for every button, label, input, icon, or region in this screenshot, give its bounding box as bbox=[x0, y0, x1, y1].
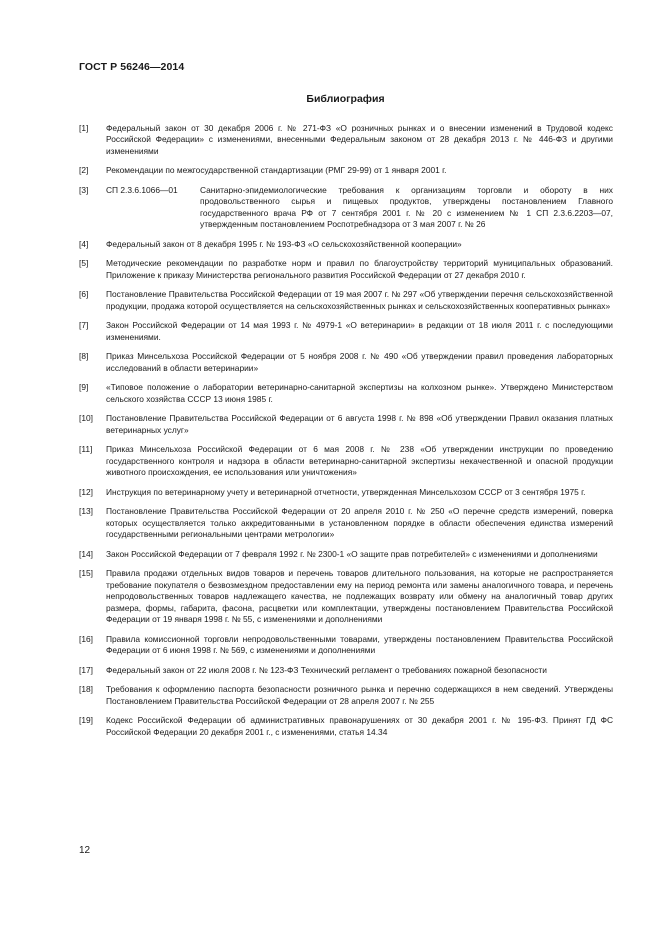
entry-text: Методические рекомендации по разработке норм и правил по благоустройству территорий муниципальных образований. Приложение к приказу Министерства регионального развития Российской Федерации от 27 декабря 2010 г. bbox=[106, 258, 613, 280]
bibliography-entry bbox=[79, 487, 613, 498]
entry-number: [9] bbox=[79, 382, 89, 393]
entry-code: СП 2.3.6.1066—01 bbox=[106, 185, 178, 195]
bibliography-entry bbox=[79, 239, 613, 250]
entry-text: Федеральный закон от 22 июля 2008 г. № 123-ФЗ Технический регламент о требованиях пожарной безопасности bbox=[106, 664, 547, 675]
entry-text: Рекомендации по межгосударственной стандартизации (РМГ 29-99) от 1 января 2001 г. bbox=[106, 165, 447, 176]
bibliography-list bbox=[79, 123, 613, 746]
entry-number: [14] bbox=[79, 548, 93, 559]
bibliography-entry bbox=[79, 568, 613, 625]
bibliography-entry bbox=[79, 289, 613, 312]
entry-number: [15] bbox=[79, 568, 93, 579]
entry-text: Санитарно-эпидемиологические требования к организациям торговли и обороту в них продовольственного сырья и пищевых продуктов, утверждены постановлением Главного государственного врача РФ от 7 сентября 2001 г. № 20 с изменением № 1 СП 2.3.6.2203—07, утвержденным постановлением Роспотребнадзора от 3 мая 2007 г. № 26 bbox=[200, 185, 613, 230]
entry-number: [12] bbox=[79, 486, 93, 497]
entry-number: [6] bbox=[79, 289, 89, 300]
document-header: ГОСТ Р 56246—2014 bbox=[79, 61, 185, 73]
entry-text: Приказ Минсельхоза Российской Федерации от 5 ноября 2008 г. № 490 «Об утверждении правил проведения лабораторных исследований в области ветеринарии» bbox=[106, 351, 613, 373]
entry-number: [13] bbox=[79, 506, 93, 517]
bibliography-entry bbox=[79, 320, 613, 343]
entry-number: [11] bbox=[79, 444, 93, 455]
bibliography-entry bbox=[79, 634, 613, 657]
entry-text: Постановление Правительства Российской Федерации от 6 августа 1998 г. № 898 «Об утверждении Правил оказания платных ветеринарных услуг» bbox=[106, 413, 613, 435]
entry-text: Требования к оформлению паспорта безопасности розничного рынка и перечню содержащихся в нем сведений. Утверждены Постановлением Правительства Российской Федерации от 28 апреля 2007 г. № 255 bbox=[106, 684, 613, 706]
entry-text: Правила продажи отдельных видов товаров и перечень товаров длительного пользования, на которые не распространяется требование покупателя о безвозмездном предоставлении ему на период ремонта или замены аналогичного товара, и перечень непродовольственных товаров надлежащего качества, не подлежащих возврату или обмену на аналогичный товар других размера, формы, габарита, фасона, расцветки или комплектации, утверждены постановлением Правительства Российской Федерации от 19 января 1998 г. № 55, с изменениями и дополнениями bbox=[106, 568, 613, 625]
entry-number: [8] bbox=[79, 351, 89, 362]
entry-text: Федеральный закон от 30 декабря 2006 г. № 271-ФЗ «О розничных рынках и о внесении изменений в Трудовой кодекс Российской Федерации» с изменениями, внесенными Федеральным законом от 28 декабря 2013 г. № 446-ФЗ и другими изменениями bbox=[106, 123, 613, 156]
bibliography-entry bbox=[79, 665, 613, 676]
bibliography-entry bbox=[79, 506, 613, 540]
bibliography-entry bbox=[79, 413, 613, 436]
entry-number: [3] bbox=[79, 185, 89, 195]
entry-number: [4] bbox=[79, 238, 89, 249]
entry-number: [16] bbox=[79, 633, 93, 644]
entry-text: Постановление Правительства Российской Федерации от 19 мая 2007 г. № 297 «Об утверждении перечня сельскохозяйственной продукции, продажа которой осуществляется на сельскохозяйственных рынках и сельскохозяйственных кооперативных рынках» bbox=[106, 289, 613, 311]
entry-text: Инструкция по ветеринарному учету и ветеринарной отчетности, утвержденная Минсельхозом СССР от 3 сентября 1975 г. bbox=[106, 486, 586, 497]
entry-text: Приказ Минсельхоза Российской Федерации от 6 мая 2008 г. № 238 «Об утверждении инструкции по проведению государственного контроля и надзора в области ветеринарно-санитарной экспертизы некачественной и опасной продукции животного происхождения, ее использования или уничтожения» bbox=[106, 444, 613, 478]
entry-text: Кодекс Российской Федерации об административных правонарушениях от 30 декабря 2001 г. № 195-ФЗ. Принят ГД ФС Российской Федерации 20 декабря 2001 г., с изменениями, статья 14.34 bbox=[106, 715, 613, 737]
entry-number: [5] bbox=[79, 258, 89, 269]
entry-text: Закон Российской Федерации от 7 февраля 1992 г. № 2300-1 «О защите прав потребителей» с изменениями и дополнениями bbox=[106, 548, 598, 559]
entry-text: Федеральный закон от 8 декабря 1995 г. № 193-ФЗ «О сельскохозяйственной кооперации» bbox=[106, 238, 462, 249]
bibliography-entry bbox=[79, 715, 613, 738]
entry-text: «Типовое положение о лаборатории ветеринарно-санитарной экспертизы на колхозном рынке». Утверждено Министерством сельского хозяйства СССР 13 июня 1985 г. bbox=[106, 382, 613, 404]
entry-text: Закон Российской Федерации от 14 мая 1993 г. № 4979-1 «О ветеринарии» в редакции от 18 июля 2011 г. с последующими изменениями. bbox=[106, 320, 613, 342]
bibliography-entry bbox=[79, 351, 613, 374]
bibliography-entry bbox=[79, 549, 613, 560]
section-title: Библиография bbox=[306, 93, 385, 105]
bibliography-entry bbox=[79, 165, 613, 176]
entry-number: [19] bbox=[79, 715, 93, 726]
entry-number: [2] bbox=[79, 165, 89, 176]
entry-number: [18] bbox=[79, 684, 93, 695]
entry-text: Постановление Правительства Российской Федерации от 20 апреля 2010 г. № 250 «О перечне средств измерений, поверка которых осуществляется только аккредитованными в установленном порядке в области обеспечения единства измерений государственными региональными центрами метрологии» bbox=[106, 506, 613, 540]
entry-text: Правила комиссионной торговли непродовольственными товарами, утверждены постановлением Правительства Российской Федерации от 6 июня 1998 г. № 569, с изменениями и дополнениями bbox=[106, 633, 613, 656]
entry-number: [1] bbox=[79, 123, 89, 133]
entry-number: [17] bbox=[79, 664, 93, 675]
entry-number: [7] bbox=[79, 320, 89, 331]
bibliography-entry bbox=[79, 123, 613, 157]
entry-number: [10] bbox=[79, 413, 93, 424]
page-number: 12 bbox=[79, 845, 91, 856]
bibliography-entry bbox=[79, 258, 613, 281]
bibliography-entry bbox=[79, 185, 613, 231]
bibliography-entry bbox=[79, 444, 613, 478]
bibliography-entry bbox=[79, 382, 613, 405]
bibliography-entry bbox=[79, 684, 613, 707]
